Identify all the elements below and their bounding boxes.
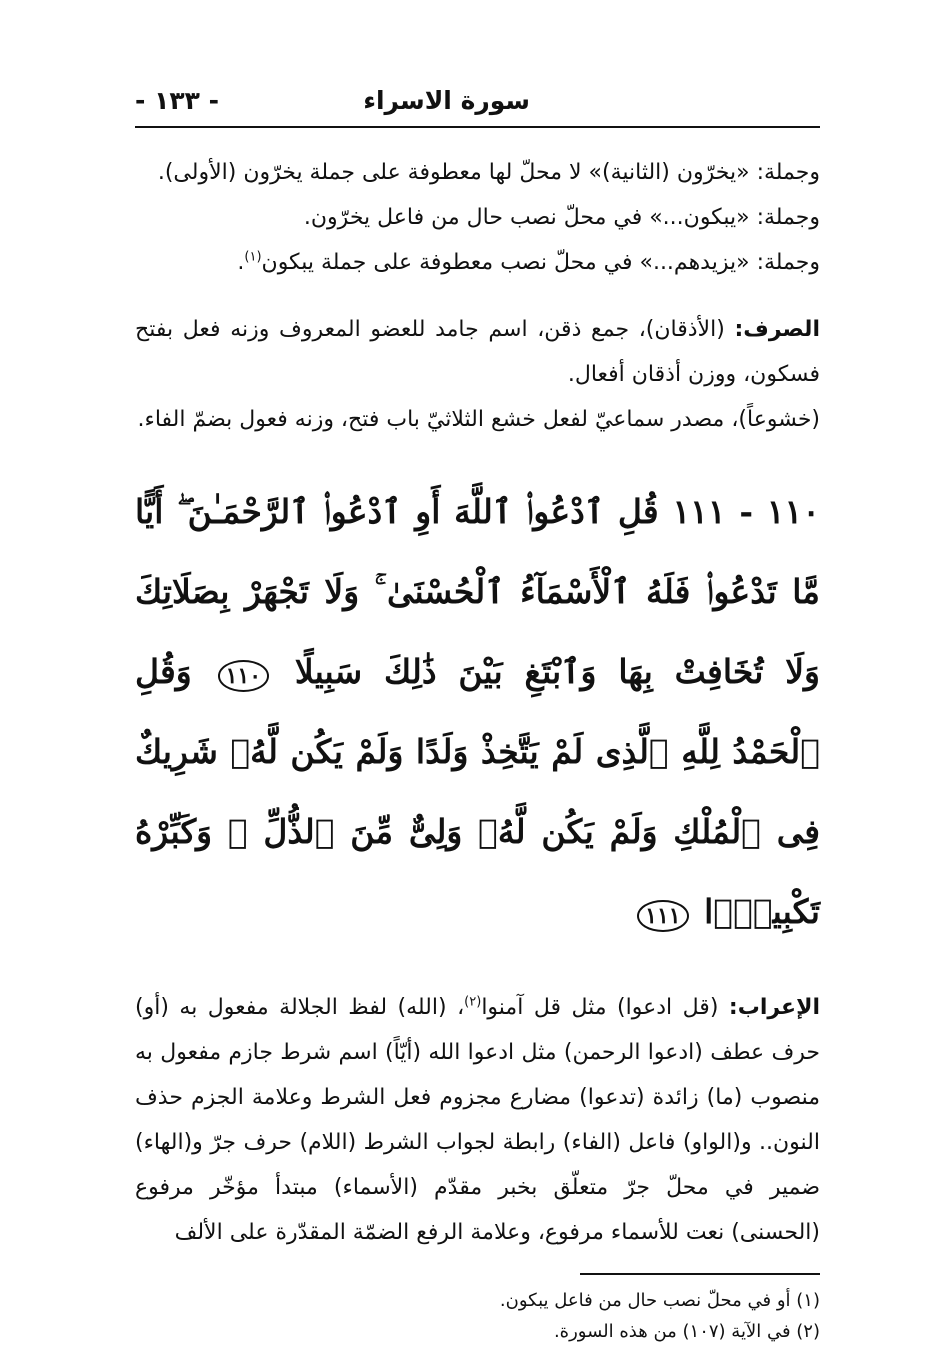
irab-paragraph: الإعراب: (قل ادعوا) مثل قل آمنوا$^{(٢)}$، (الله) لفظ الجلالة مفعول به (أو) حرف عطف (ادعوا الرحمن) مثل ادعوا الله (أيّاً) اسم شرط جازم مفعول به منصوب (ما) زائدة (تدعوا) مضارع مجزوم فعل الشرط وعلامة الجزم حذف النون.. و(الواو) فاعل (الفاء) رابطة لجواب الشرط (اللام) حرف جرّ و(الهاء) ضمير في محلّ جرّ متعلّق بخبر مقدّم (الأسماء) مبتدأ مؤخّر مرفوع (الحسنى) نعت للأسماء مرفوع، وعلامة الرفع الضمّة المقدّرة على الألف (135, 994, 821, 1245)
surah-title: سورة الاسراء (363, 86, 530, 115)
sarf-paragraph-2: (خشوعاً)، مصدر سماعيّ لفعل خشع الثلاثيّ باب فتح، وزنه فعول بضمّ الفاء. (137, 407, 820, 432)
running-header (135, 80, 820, 128)
ayah-number-marker: ١١١ (637, 900, 688, 932)
sentence-line: وجملة: «يخرّون (الثانية)» لا محلّ لها معطوفة على جملة يخرّون (الأولى). (157, 160, 820, 185)
book-page (135, 80, 821, 1342)
verse-range: ١١٠ - ١١١ (672, 492, 820, 531)
quran-verses (135, 472, 820, 952)
verse-text: قُلِ ٱدْعُوا۟ ٱللَّهَ أَوِ ٱدْعُوا۟ ٱلرَّحْمَـٰنَ ۖ أَيًّا مَّا تَدْعُوا۟ فَلَهُ ٱلْأَسْمَآءُ ٱلْحُسْنَىٰ ۚ وَلَا تَجْهَرْ بِصَلَاتِكَ وَلَا تُخَافِتْ بِهَا وَٱبْتَغِ بَيْنَ ذَٰلِكَ سَبِيلًا (135, 492, 820, 691)
verse-text: وَقُلِ ٱلْحَمْدُ لِلَّهِ ٱلَّذِى لَمْ يَتَّخِذْ وَلَدًا وَلَمْ يَكُن لَّهُۥ شَرِيكٌ فِى ٱلْمُلْكِ وَلَمْ يَكُن لَّهُۥ وَلِىٌّ مِّنَ ٱلذُّلِّ ۖ وَكَبِّرْهُ تَكْبِيرًۢا (135, 652, 820, 931)
sentence-line: وجملة: «يزيدهم...» في محلّ نصب معطوفة على جملة يبكون$^{(١)}$. (237, 249, 820, 275)
page-number: - ١٣٣ - (135, 86, 219, 115)
sentence-analysis (135, 150, 820, 285)
footnote-item: (٢) في الآية (١٠٧) من هذه السورة. (553, 1321, 820, 1342)
sarf-paragraph: الصرف: (الأذقان)، جمع ذقن، اسم جامد للعضو المعروف وزنه فعل بفتح فسكون، ووزن أذقان أفعال. (135, 317, 820, 387)
footnote-ref[interactable]: (٢) (464, 994, 482, 1010)
footnote-ref[interactable]: (١) (244, 249, 262, 265)
footnote-item: (١) أو في محلّ نصب حال من فاعل يبكون. (499, 1290, 820, 1311)
irab-label: الإعراب: (728, 995, 821, 1020)
footnote-divider (580, 1273, 820, 1275)
sentence-line: وجملة: «يبكون...» في محلّ نصب حال من فاعل يخرّون. (303, 205, 820, 230)
footnotes (135, 1285, 820, 1347)
sarf-label: الصرف: (734, 317, 820, 342)
ayah-number-marker: ١١٠ (218, 660, 269, 692)
